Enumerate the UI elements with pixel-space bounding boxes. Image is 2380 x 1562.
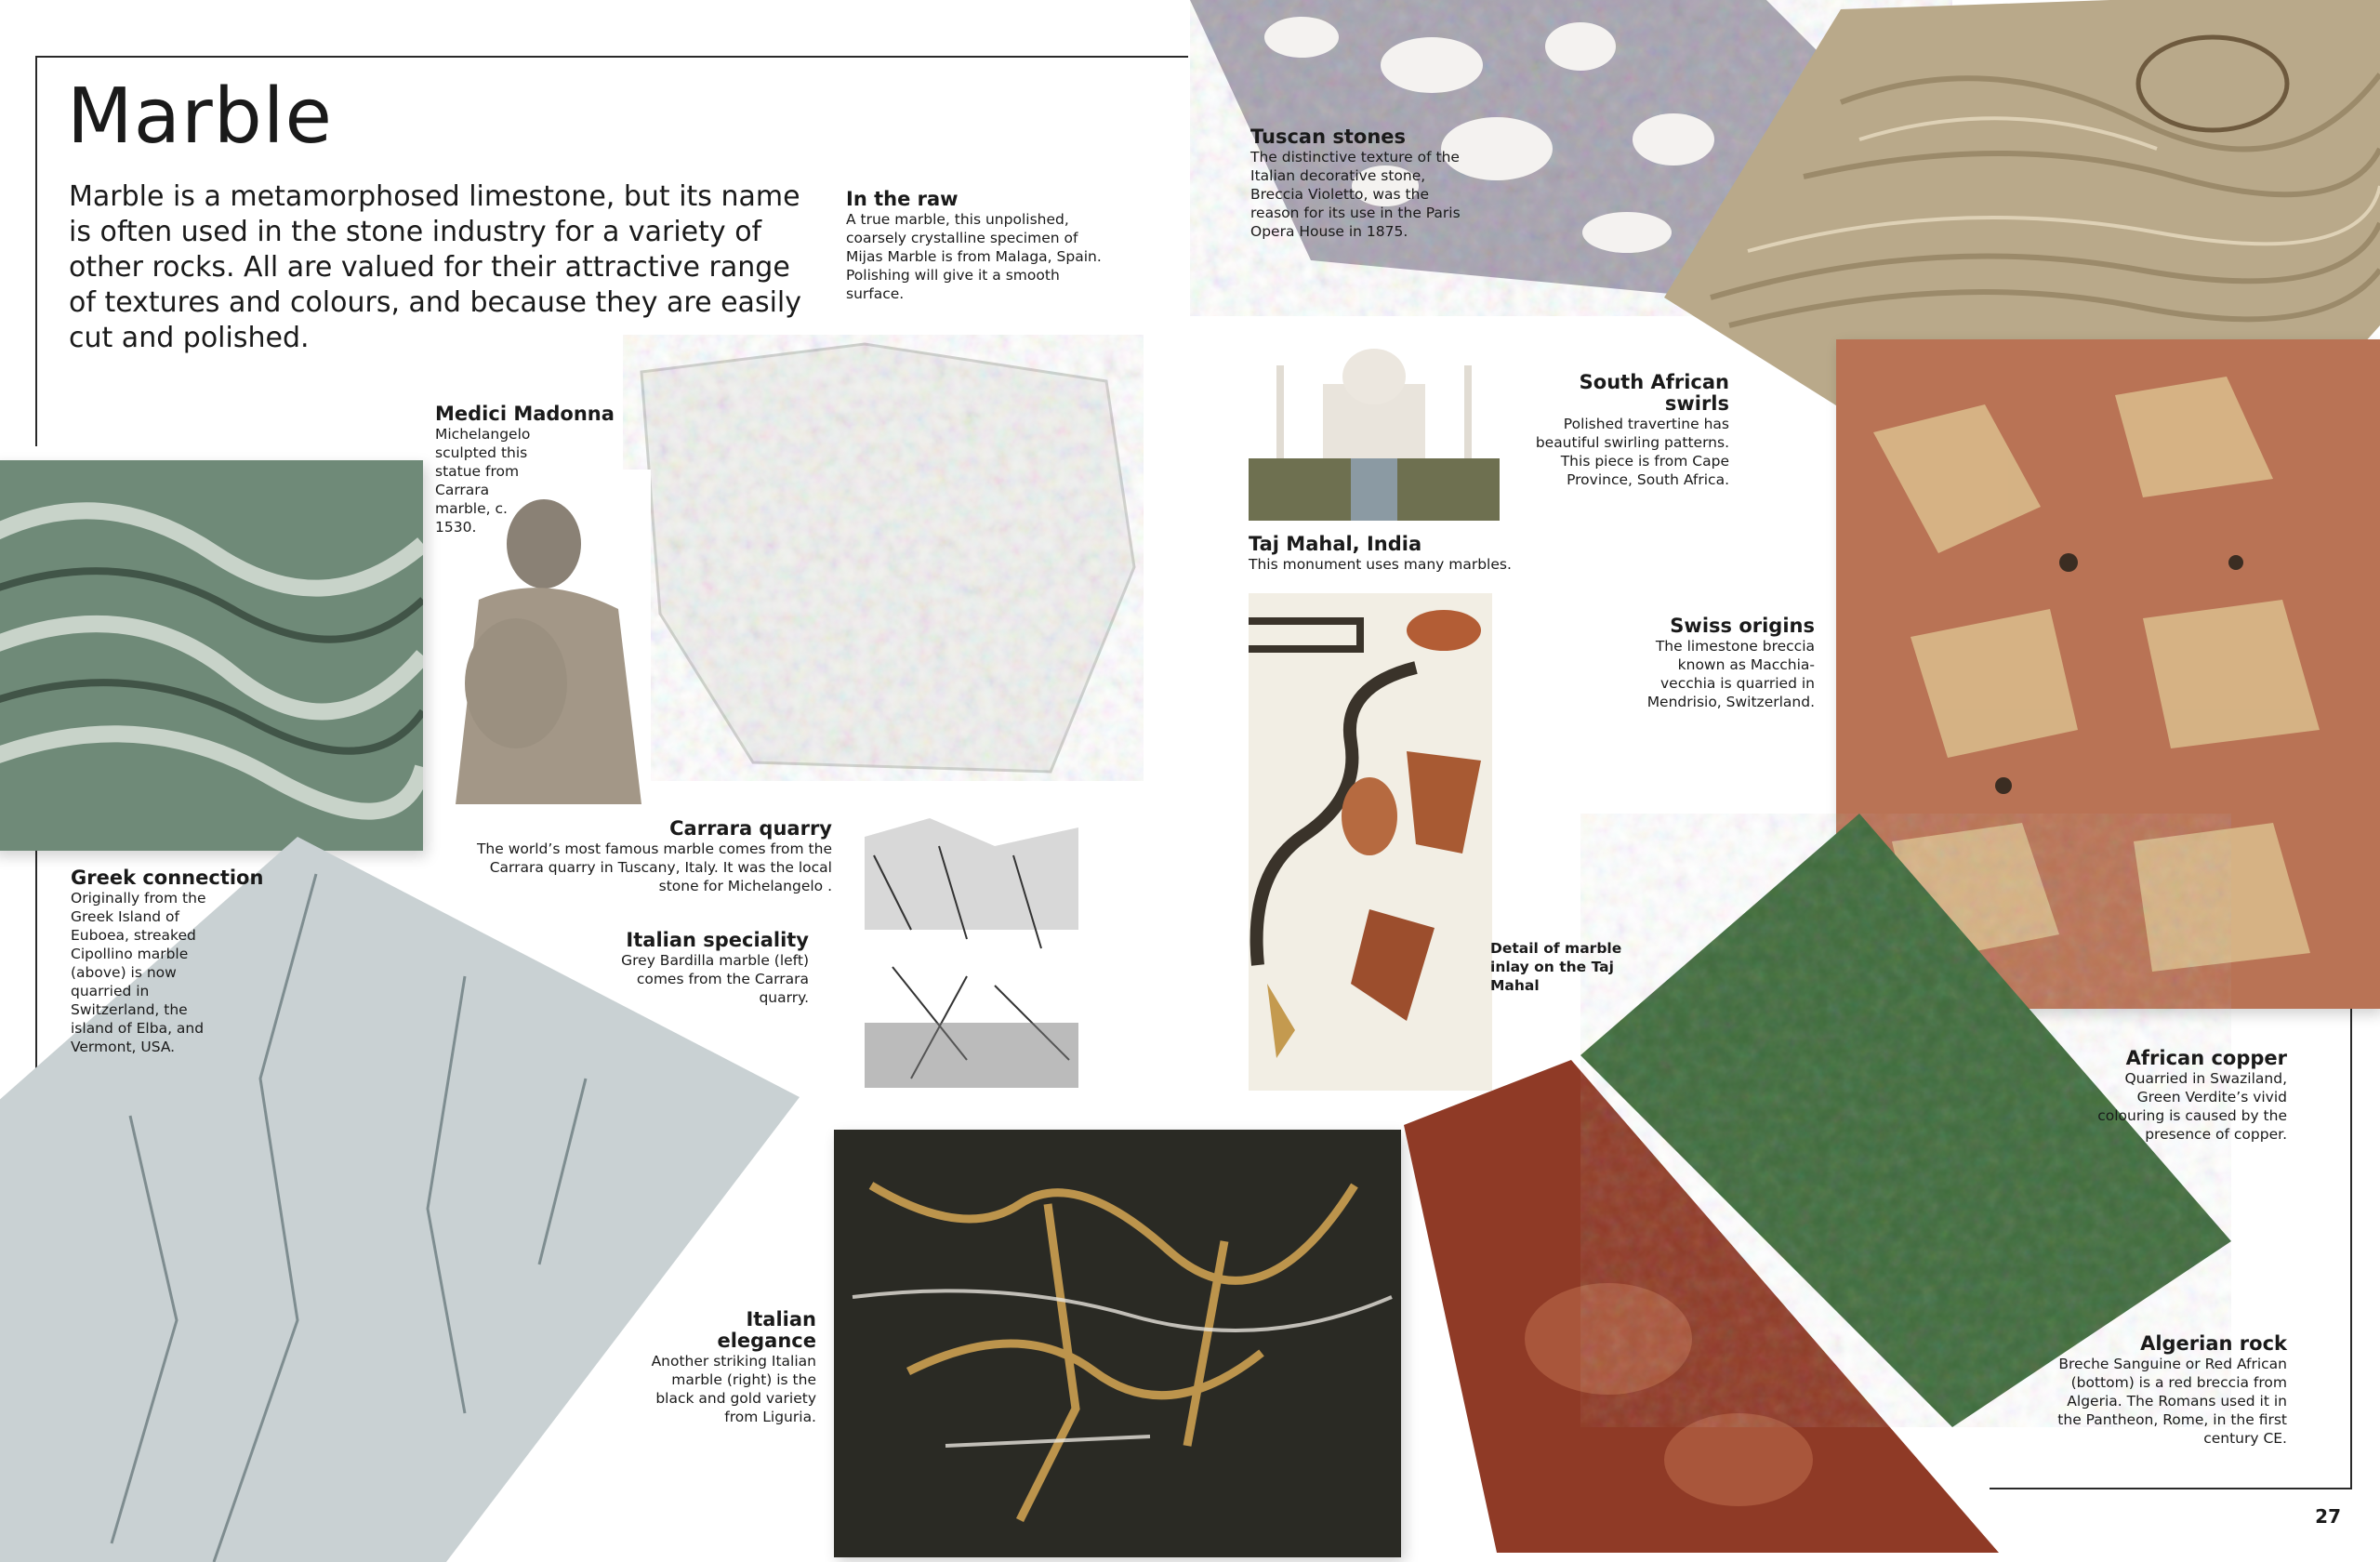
caption-body: Quarried in Swaziland, Green Verdite’s vivid colouring is caused by the presence of copper. <box>2097 1070 2287 1143</box>
caption-italian-elegance <box>651 1309 816 1426</box>
caption-body: Polished travertine has beautiful swirling patterns. This piece is from Cape Province, South Africa. <box>1535 416 1729 488</box>
caption-algerian-rock <box>2041 1333 2287 1448</box>
frame-right <box>2350 930 2352 1488</box>
frame-left <box>35 56 37 446</box>
frame-top-left <box>35 56 1188 58</box>
caption-body: Originally from the Greek Island of Euboea, streaked Cipollino marble (above) is now quarried in Switzerland, the island of Elba, and Vermont, USA. <box>71 890 206 1055</box>
page-number: 27 <box>2315 1505 2341 1528</box>
caption-taj-mahal <box>1249 534 1555 574</box>
caption-body: Grey Bardilla marble (left) comes from the Carrara quarry. <box>621 952 809 1006</box>
caption-in-the-raw <box>846 189 1106 303</box>
caption-medici-madonna <box>435 404 621 536</box>
caption-inlay-detail <box>1490 939 1630 995</box>
caption-body: Another striking Italian marble (right) is the black and gold variety from Liguria. <box>651 1353 816 1425</box>
caption-body: Michelangelo sculpted this statue from Carrara marble, c. 1530. <box>435 426 531 536</box>
caption-body: The world’s most famous marble comes from the Carrara quarry in Tuscany, Italy. It was the local stone for Michelangelo . <box>476 841 832 894</box>
caption-greek-connection <box>71 867 284 1056</box>
caption-heading: Tuscan stones <box>1250 126 1407 148</box>
taj-mahal-photo <box>1249 319 1500 521</box>
caption-african-copper <box>2082 1048 2287 1144</box>
marble-inlay-detail <box>1249 593 1492 1091</box>
caption-heading: Algerian rock <box>2140 1332 2287 1355</box>
caption-heading: Italian elegance <box>717 1308 816 1352</box>
caption-body: This monument uses many marbles. <box>1249 556 1512 573</box>
caption-heading: Carrara quarry <box>669 817 832 840</box>
caption-body: Detail of marble inlay on the Taj Mahal <box>1490 940 1622 994</box>
caption-heading: African copper <box>2125 1047 2287 1069</box>
caption-body: A true marble, this unpolished, coarsely crystalline specimen of Mijas Marble is from Malaga, Spain. Polishing will give it a smooth surface. <box>846 211 1102 302</box>
caption-heading: Greek connection <box>71 867 264 889</box>
intro-text: Marble is a metamorphosed limestone, but its name is often used in the stone industry for a variety of other rocks. All are valued for their attractive range of textures and colours, and because they are easily cut and polished. <box>69 180 801 354</box>
caption-heading: Taj Mahal, India <box>1249 533 1422 555</box>
caption-body: The distinctive texture of the Italian decorative stone, Breccia Violetto, was the reason for its use in the Paris Opera House in 1875. <box>1250 149 1461 240</box>
caption-south-african-swirls <box>1525 372 1729 489</box>
caption-heading: South African swirls <box>1579 371 1729 415</box>
caption-body: Breche Sanguine or Red African (bottom) is a red breccia from Algeria. The Romans used it in the Pantheon, Rome, in the first century CE. <box>2057 1356 2287 1447</box>
carrara-quarry-engraving <box>855 818 1088 1097</box>
caption-carrara-quarry <box>465 818 832 895</box>
mijas-marble-specimen <box>623 335 1144 781</box>
frame-bottom-right <box>1990 1488 2352 1489</box>
caption-body: The limestone breccia known as Macchia-vecchia is quarried in Mendrisio, Switzerland. <box>1646 638 1815 710</box>
caption-heading: Swiss origins <box>1670 615 1815 637</box>
page-title: Marble <box>67 73 333 161</box>
caption-heading: Medici Madonna <box>435 403 615 425</box>
caption-heading: Italian speciality <box>626 929 809 951</box>
caption-tuscan-stones <box>1250 126 1474 241</box>
black-gold-slab <box>834 1130 1401 1557</box>
caption-heading: In the raw <box>846 188 959 210</box>
caption-swiss-origins <box>1629 616 1815 711</box>
caption-italian-speciality <box>614 930 809 1007</box>
cipollino-slab <box>0 460 423 851</box>
